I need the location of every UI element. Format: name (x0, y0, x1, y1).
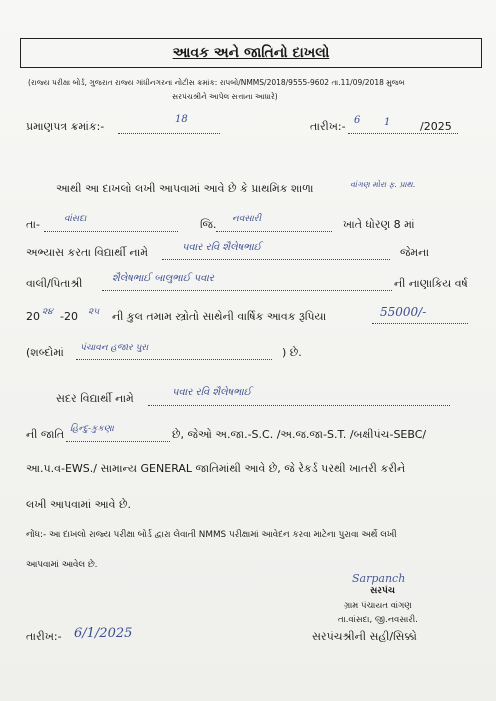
income-value: 55000/- (380, 305, 427, 319)
certificate-no-label: પ્રમાણપત્ર ક્રમાંક:- (26, 120, 105, 133)
caste-value: હિન્દુ-કુકણા (70, 424, 114, 434)
date-month: 1 (384, 117, 391, 128)
income-text: ની કુલ તમામ સ્ત્રોતો સાથેની વાર્ષિક આવક રૂપિયા (112, 310, 327, 323)
district-line (216, 231, 332, 232)
student-line (162, 259, 390, 260)
stamp-line-2: તા.વાંસદા, જી.નવસારી. (338, 615, 418, 625)
caste-student-name: પવાર રવિ શૈલેષભાઈ (172, 387, 252, 398)
words-value: પંચાવન હજાર પુરા (80, 343, 149, 353)
guardian-line (102, 290, 392, 291)
note-line-1: નોંધ:- આ દાખલો રાજ્ય પરીક્ષા બોર્ડ દ્વારા લેવાતી NMMS પરીક્ષામાં આવેદન કરવા માટેના પુરાવા અર્થે લખી (26, 530, 397, 540)
taluka-value: વાંસદા (64, 214, 87, 224)
date-day: 6 (354, 115, 361, 126)
ews-text: આ.પ.વ-EWS./ સામાન્ય GENERAL જાતિમાંથી આવે છે, જે રેકર્ડ પરથી ખાતરી કરીને (26, 462, 406, 475)
words-end: ) છે. (282, 346, 302, 359)
stamp-line-1: ગ્રામ પંચાયત વાંગણ (344, 601, 412, 611)
district-label: જિ. (200, 218, 217, 231)
income-line (372, 323, 468, 324)
taluka-line (44, 231, 178, 232)
notice-line-2: સરપંચશ્રીને આપેલ સત્તાના આધારે) (172, 92, 278, 101)
issue-text: લખી આપવામાં આવે છે. (26, 498, 131, 511)
words-line (76, 359, 272, 360)
year-from: ૨૪ (42, 307, 53, 317)
stamp-title: સરપંચ (370, 586, 395, 596)
caste-line (66, 441, 170, 442)
caste-label: ની જાતિ (26, 428, 65, 441)
certificate-title: આવક અને જાતિનો દાખલો (172, 45, 330, 61)
taluka-label: તા- (26, 218, 40, 231)
jemna-text: જેમના (400, 246, 430, 259)
date-line (348, 133, 458, 134)
caste-categories: છે, જેઓ અ.જા.-S.C. /અ.જ.જા-S.T. /બક્ષીપંચ-SEBC/ (172, 428, 427, 441)
title-box (20, 38, 482, 68)
year-to: ૨૫ (88, 307, 100, 317)
note-line-2: આપવામાં આવેલ છે. (26, 560, 98, 570)
sarpanch-signature: Sarpanch (352, 572, 406, 585)
student-label: અભ્યાસ કરતા વિદ્યાર્થી નામે (26, 246, 149, 259)
footer-date-label: તારીખ:- (26, 630, 62, 643)
year-mid: -20 (60, 310, 78, 323)
caste-student-label: સદર વિદ્યાર્થી નામે (56, 392, 134, 405)
notice-line-1: (રાજ્ય પરીક્ષા બોર્ડ, ગુજરાત રાજ્ય ગાંધીનગરના નોટીસ ક્રમાંક: રાપબો/NMMS/2018/9555-9602 તા.11/09/2018 મુજબ (28, 78, 405, 87)
certificate-no-value: 18 (175, 114, 188, 125)
student-name: પવાર રવિ શૈલેષભાઈ (182, 242, 262, 253)
words-label: (શબ્દોમાં (26, 346, 64, 359)
year-prefix: 20 (26, 310, 40, 323)
guardian-name: શૈલેષભાઈ બાલુભાઈ પવાર (112, 273, 214, 284)
district-value: નવસારી (232, 214, 262, 224)
caste-student-line (148, 405, 450, 406)
certificate-no-line (118, 133, 220, 134)
footer-sign-label: સરપંચશ્રીની સહી/સિક્કો (312, 630, 417, 643)
standard-text: ખાતે ધોરણ 8 માં (343, 218, 415, 231)
date-year: /2025 (420, 120, 452, 133)
intro-text: આથી આ દાખલો લખી આપવામાં આવે છે કે પ્રાથમિક શાળા (56, 182, 314, 195)
footer-date-value: 6/1/2025 (74, 626, 133, 641)
fiscal-year-label: ની નાણાકિય વર્ષ (394, 277, 468, 290)
guardian-label: વાલી/પિતાશ્રી (26, 277, 83, 290)
date-label: તારીખ:- (310, 120, 346, 133)
school-name: વાંગણ મોરા ફ. પ્રાથ. (350, 180, 416, 189)
